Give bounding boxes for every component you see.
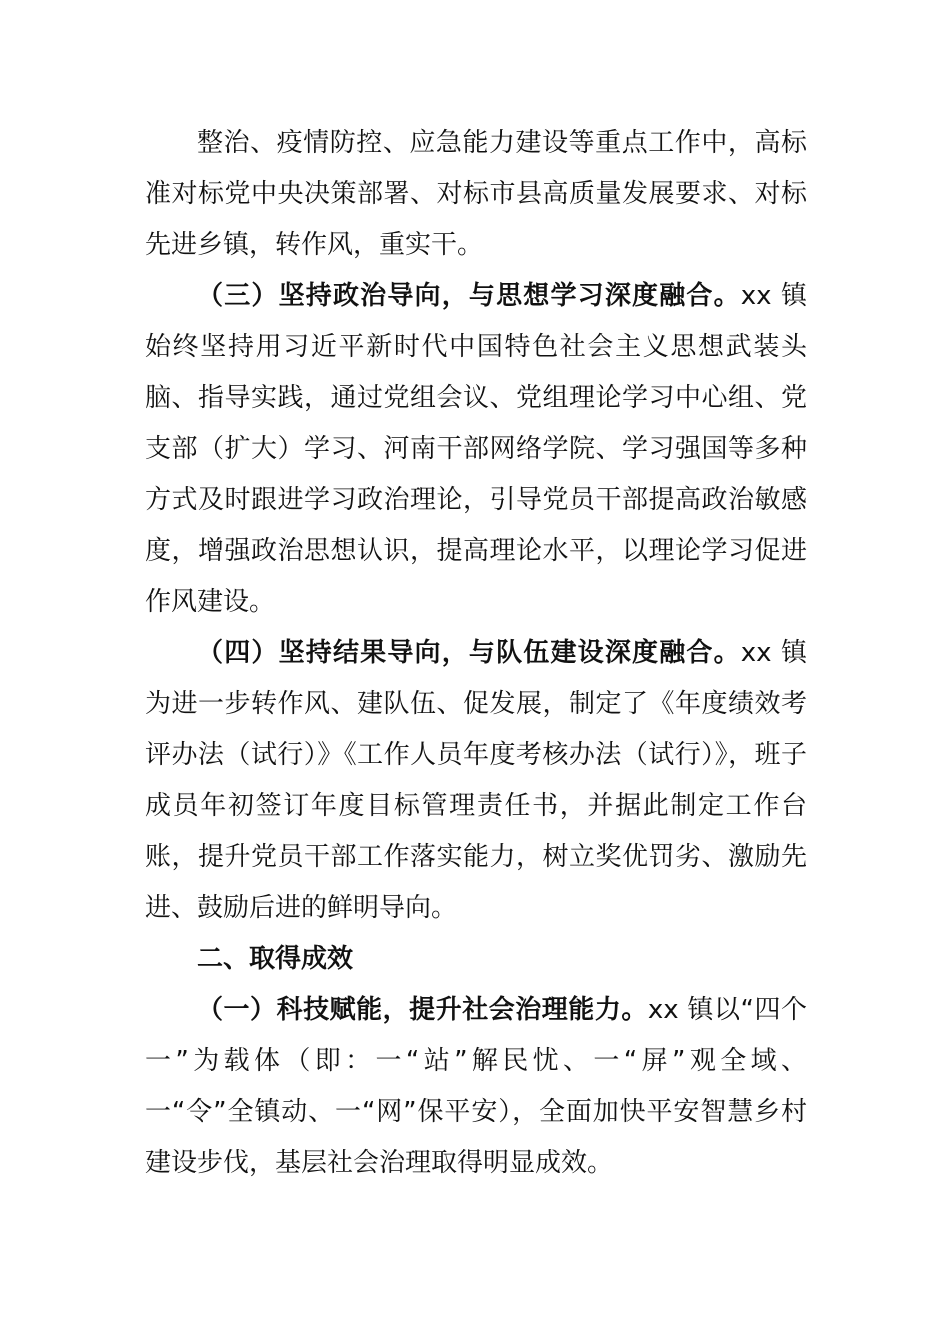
paragraph-heading: （一）科技赋能，提升社会治理能力。 xyxy=(197,995,648,1025)
paragraph-tech-empowerment xyxy=(145,985,807,1189)
paragraph-political-orientation xyxy=(145,271,807,628)
paragraph-heading: （三）坚持政治导向，与思想学习深度融合。 xyxy=(197,281,741,311)
document-body xyxy=(145,118,807,1189)
paragraph-result-orientation xyxy=(145,628,807,934)
paragraph-continuation xyxy=(145,118,807,271)
paragraph-heading: （四）坚持结果导向，与队伍建设深度融合。 xyxy=(197,638,741,668)
paragraph-text: xx 镇为进一步转作风、建队伍、促发展，制定了《年度绩效考评办法（试行）》《工作人员年度考核办法（试行）》，班子成员年初签订年度目标管理责任书，并据此制定工作台账，提升党员干部工作落实能力，树立奖优罚劣、激励先进、鼓励后进的鲜明导向。 xyxy=(145,638,807,923)
paragraph-text: 整治、疫情防控、应急能力建设等重点工作中，高标准对标党中央决策部署、对标市县高质量发展要求、对标先进乡镇，转作风，重实干。 xyxy=(145,128,807,260)
paragraph-text: xx 镇始终坚持用习近平新时代中国特色社会主义思想武装头脑、指导实践，通过党组会议、党组理论学习中心组、党支部（扩大）学习、河南干部网络学院、学习强国等多种方式及时跟进学习政治理论，引导党员干部提高政治敏感度，增强政治思想认识，提高理论水平，以理论学习促进作风建设。 xyxy=(145,281,807,617)
paragraph-text: xx 镇以“四个一”为载体（即：一“站”解民忧、一“屏”观全域、一“令”全镇动、一“网”保平安），全面加快平安智慧乡村建设步伐，基层社会治理取得明显成效。 xyxy=(145,995,807,1178)
section-title: 二、取得成效 xyxy=(197,944,354,974)
